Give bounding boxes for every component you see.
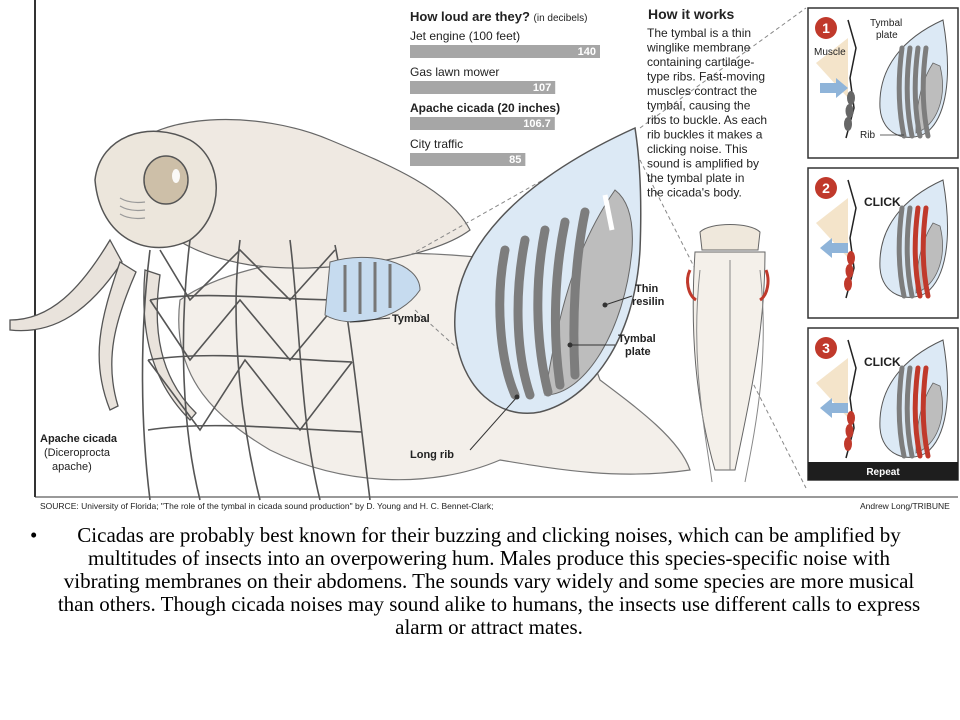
label-species-latin-1: (Diceroprocta <box>44 447 111 459</box>
caption <box>30 524 930 639</box>
how-it-works-line: muscles contract the <box>647 84 758 98</box>
cicada-top-view <box>688 225 768 483</box>
step-muscle-label: Muscle <box>814 47 846 58</box>
loudness-label: Jet engine (100 feet) <box>410 29 521 43</box>
caption-text: Cicadas are probably best known for their buzzing and clicking noises, which can be amplified by multitudes of insects into an overpowering hum. Males produce this species-specific noise with vibrating membranes on their abdomens. The sounds vary widely and some species are more musical than others. Though cicada noises may sound alike to humans, the insects use different calls to express alarm or attract mates. <box>57 523 921 639</box>
tymbal-enlarged <box>455 128 641 413</box>
loudness-title <box>410 9 587 24</box>
step-muscle-segment <box>847 251 855 265</box>
step-rib-label: Rib <box>860 130 876 141</box>
step-plate-label-2: plate <box>876 30 898 41</box>
how-it-works-line: the tymbal plate in <box>647 171 745 185</box>
how-it-works-line: rib buckles it makes a <box>647 127 763 142</box>
steps-panels <box>808 8 958 480</box>
how-it-works-line: clicking noise. This <box>647 142 748 156</box>
credits-artist: Andrew Long/TRIBUNE <box>860 501 950 511</box>
step-muscle-segment <box>847 411 855 425</box>
label-tymbal-plate-2: plate <box>625 346 651 358</box>
how-it-works-line: The tymbal is a thin <box>647 26 752 40</box>
how-it-works-line: the cicada's body. <box>647 185 742 200</box>
loudness-value: 85 <box>509 154 522 166</box>
top-view-body <box>693 252 765 470</box>
label-long-rib: Long rib <box>410 449 454 461</box>
eye-highlight <box>172 169 180 183</box>
step-panel <box>808 168 958 318</box>
how-it-works-line: ribs to buckle. As each <box>647 113 768 127</box>
loudness-label: Gas lawn mower <box>410 65 500 79</box>
step-muscle-segment <box>846 104 854 118</box>
cicada-eye <box>144 156 188 204</box>
step-muscle-segment <box>844 117 852 131</box>
loudness-subtitle: (in decibels) <box>533 13 588 24</box>
loudness-value: 106.7 <box>523 118 551 130</box>
step-click-label: CLICK <box>864 195 901 209</box>
repeat-label: Repeat <box>866 467 900 478</box>
step-number: 3 <box>822 340 830 356</box>
step-muscle-segment <box>846 424 854 438</box>
top-view-head <box>700 225 760 251</box>
step-number: 1 <box>822 20 830 36</box>
step-panel <box>808 8 958 158</box>
loudness-chart <box>410 9 600 166</box>
how-it-works-line: winglike membrane <box>647 40 751 55</box>
step-muscle-segment <box>846 264 854 278</box>
label-species-name: Apache cicada <box>40 433 118 445</box>
step-muscle-segment <box>844 277 852 291</box>
loudness-label: City traffic <box>410 137 464 151</box>
loudness-bar <box>410 45 600 58</box>
loudness-label: Apache cicada (20 inches) <box>410 101 561 115</box>
how-it-works-line: sound is amplified by <box>647 156 760 171</box>
loudness-title-main: How loud are they? <box>410 9 530 24</box>
how-it-works-line: type ribs. Fast-moving <box>647 69 766 84</box>
label-thin: Thin <box>635 283 659 295</box>
how-it-works-line: containing cartilage- <box>647 55 755 69</box>
step-plate-label-1: Tymbal <box>870 18 903 29</box>
step-number: 2 <box>822 180 830 196</box>
how-it-works-line: tymbal, causing the <box>647 98 751 113</box>
caption-bullet: • <box>30 523 38 547</box>
credits-source: SOURCE: University of Florida; "The role of the tymbal in cicada sound production" by D. Young and H. C. Bennet-Clark; <box>40 501 494 511</box>
how-it-works-title: How it works <box>648 6 735 22</box>
label-resilin: resilin <box>632 296 665 308</box>
step-click-label: CLICK <box>864 355 901 369</box>
loudness-value: 140 <box>577 46 596 58</box>
label-species-latin-2: apache) <box>52 461 92 473</box>
cicada-legs <box>10 240 196 420</box>
label-tymbal: Tymbal <box>392 313 430 325</box>
how-it-works <box>646 6 767 200</box>
loudness-bar <box>410 153 525 166</box>
step-muscle-segment <box>844 437 852 451</box>
step-panel <box>808 328 958 480</box>
loudness-value: 107 <box>532 82 552 94</box>
step-muscle-segment <box>847 91 855 105</box>
label-tymbal-plate-1: Tymbal <box>618 333 656 345</box>
